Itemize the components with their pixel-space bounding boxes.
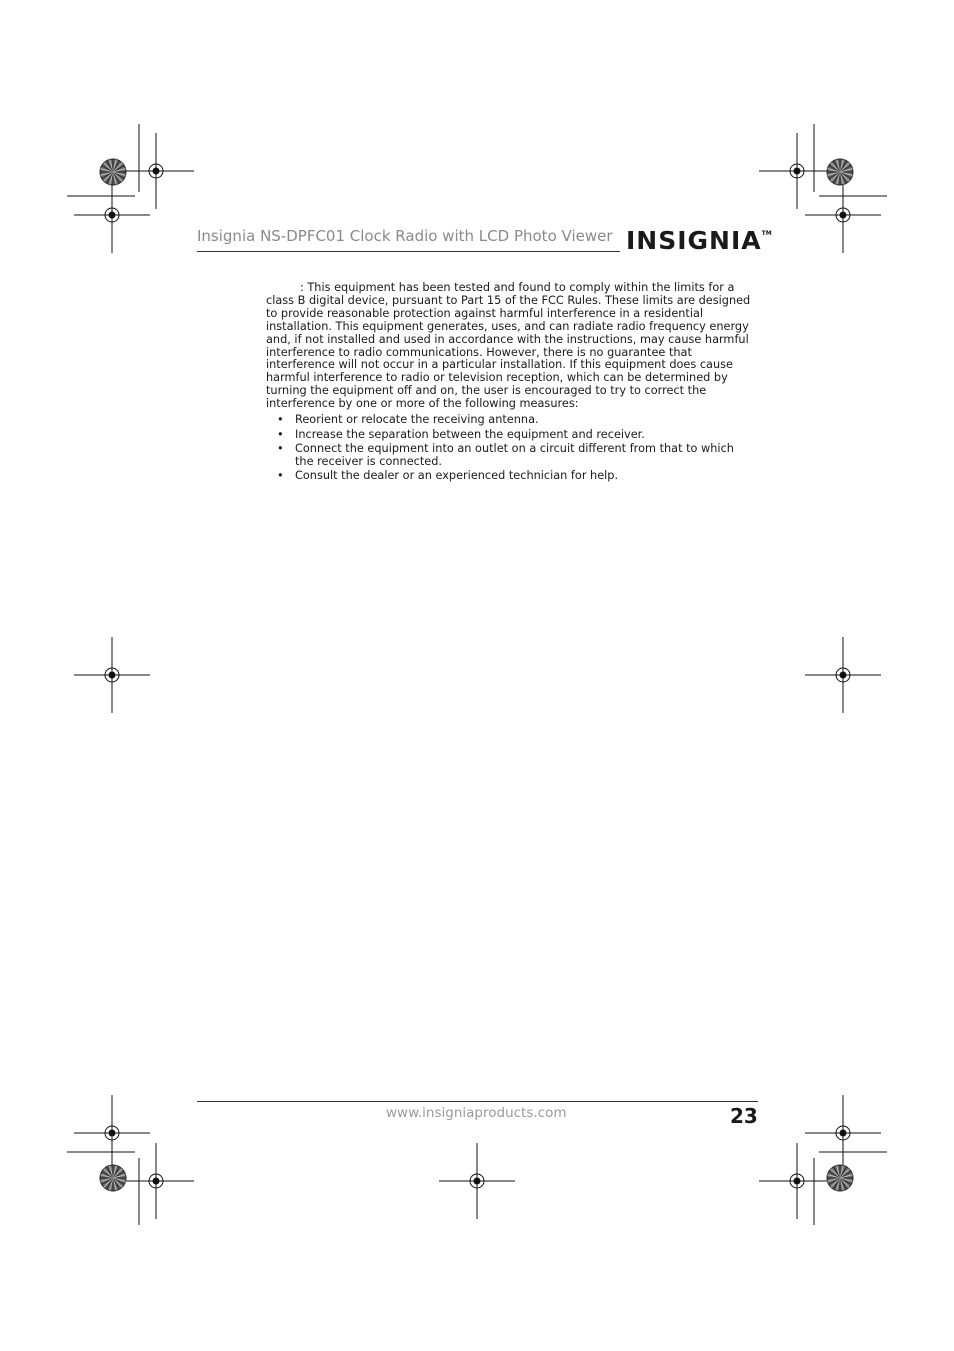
registration-target-icon: [759, 1143, 835, 1219]
header-rule: [197, 251, 620, 252]
registration-target-icon: [805, 177, 881, 253]
measures-list: [266, 414, 756, 483]
bullet-glyph: •: [277, 413, 284, 427]
list-item: [266, 443, 756, 469]
starburst-icon: [827, 159, 853, 185]
list-item: [266, 470, 756, 483]
insignia-logo: [626, 226, 772, 255]
starburst-icon: [827, 1165, 853, 1191]
running-header-title: Insignia NS-DPFC01 Clock Radio with LCD Photo Viewer: [197, 227, 613, 245]
starburst-icon: [100, 159, 126, 185]
fcc-paragraph-text: : This equipment has been tested and found to comply within the limits for a class B digital device, pursuant to Part 15 of the FCC Rules. These limits are designed to provide reasonable protection against harmful interference in a residential installation. This equipment generates, uses, and can radiate radio frequency energy and, if not installed and used in accordance with the instructions, may cause harmful interference to radio communications. However, there is no guarantee that interference will not occur in a particular installation. If this equipment does cause harmful interference to radio or television reception, which can be determined by turning the equipment off and on, the user is encouraged to try to correct the interference by one or more of the following measures:: [266, 281, 751, 411]
list-item-text: Connect the equipment into an outlet on a circuit different from that to which the receiver is connected.: [295, 442, 734, 468]
bullet-glyph: •: [277, 469, 284, 483]
list-item-text: Reorient or relocate the receiving antenna.: [295, 413, 539, 427]
starburst-icon: [100, 1165, 126, 1191]
fcc-statement: [266, 282, 756, 485]
footer-rule: [197, 1101, 758, 1102]
bullet-glyph: •: [277, 427, 284, 441]
registration-target-icon: [118, 133, 194, 209]
registration-target-icon: [74, 637, 150, 713]
logo-trademark: TM: [761, 230, 772, 237]
list-item-text: Increase the separation between the equipment and receiver.: [295, 427, 645, 441]
logo-wordmark: INSIGNIA: [626, 226, 762, 255]
registration-target-icon: [439, 1143, 515, 1219]
registration-target-icon: [118, 1143, 194, 1219]
list-item-text: Consult the dealer or an experienced technician for help.: [295, 469, 619, 483]
bullet-glyph: •: [277, 442, 284, 456]
footer-url: www.insigniaproducts.com: [386, 1105, 567, 1121]
registration-target-icon: [759, 133, 835, 209]
registration-target-icon: [805, 1095, 881, 1171]
list-item: [266, 414, 756, 427]
registration-target-icon: [805, 637, 881, 713]
fcc-paragraph: [266, 282, 756, 411]
page-number: 23: [730, 1104, 758, 1128]
list-item: [266, 429, 756, 442]
